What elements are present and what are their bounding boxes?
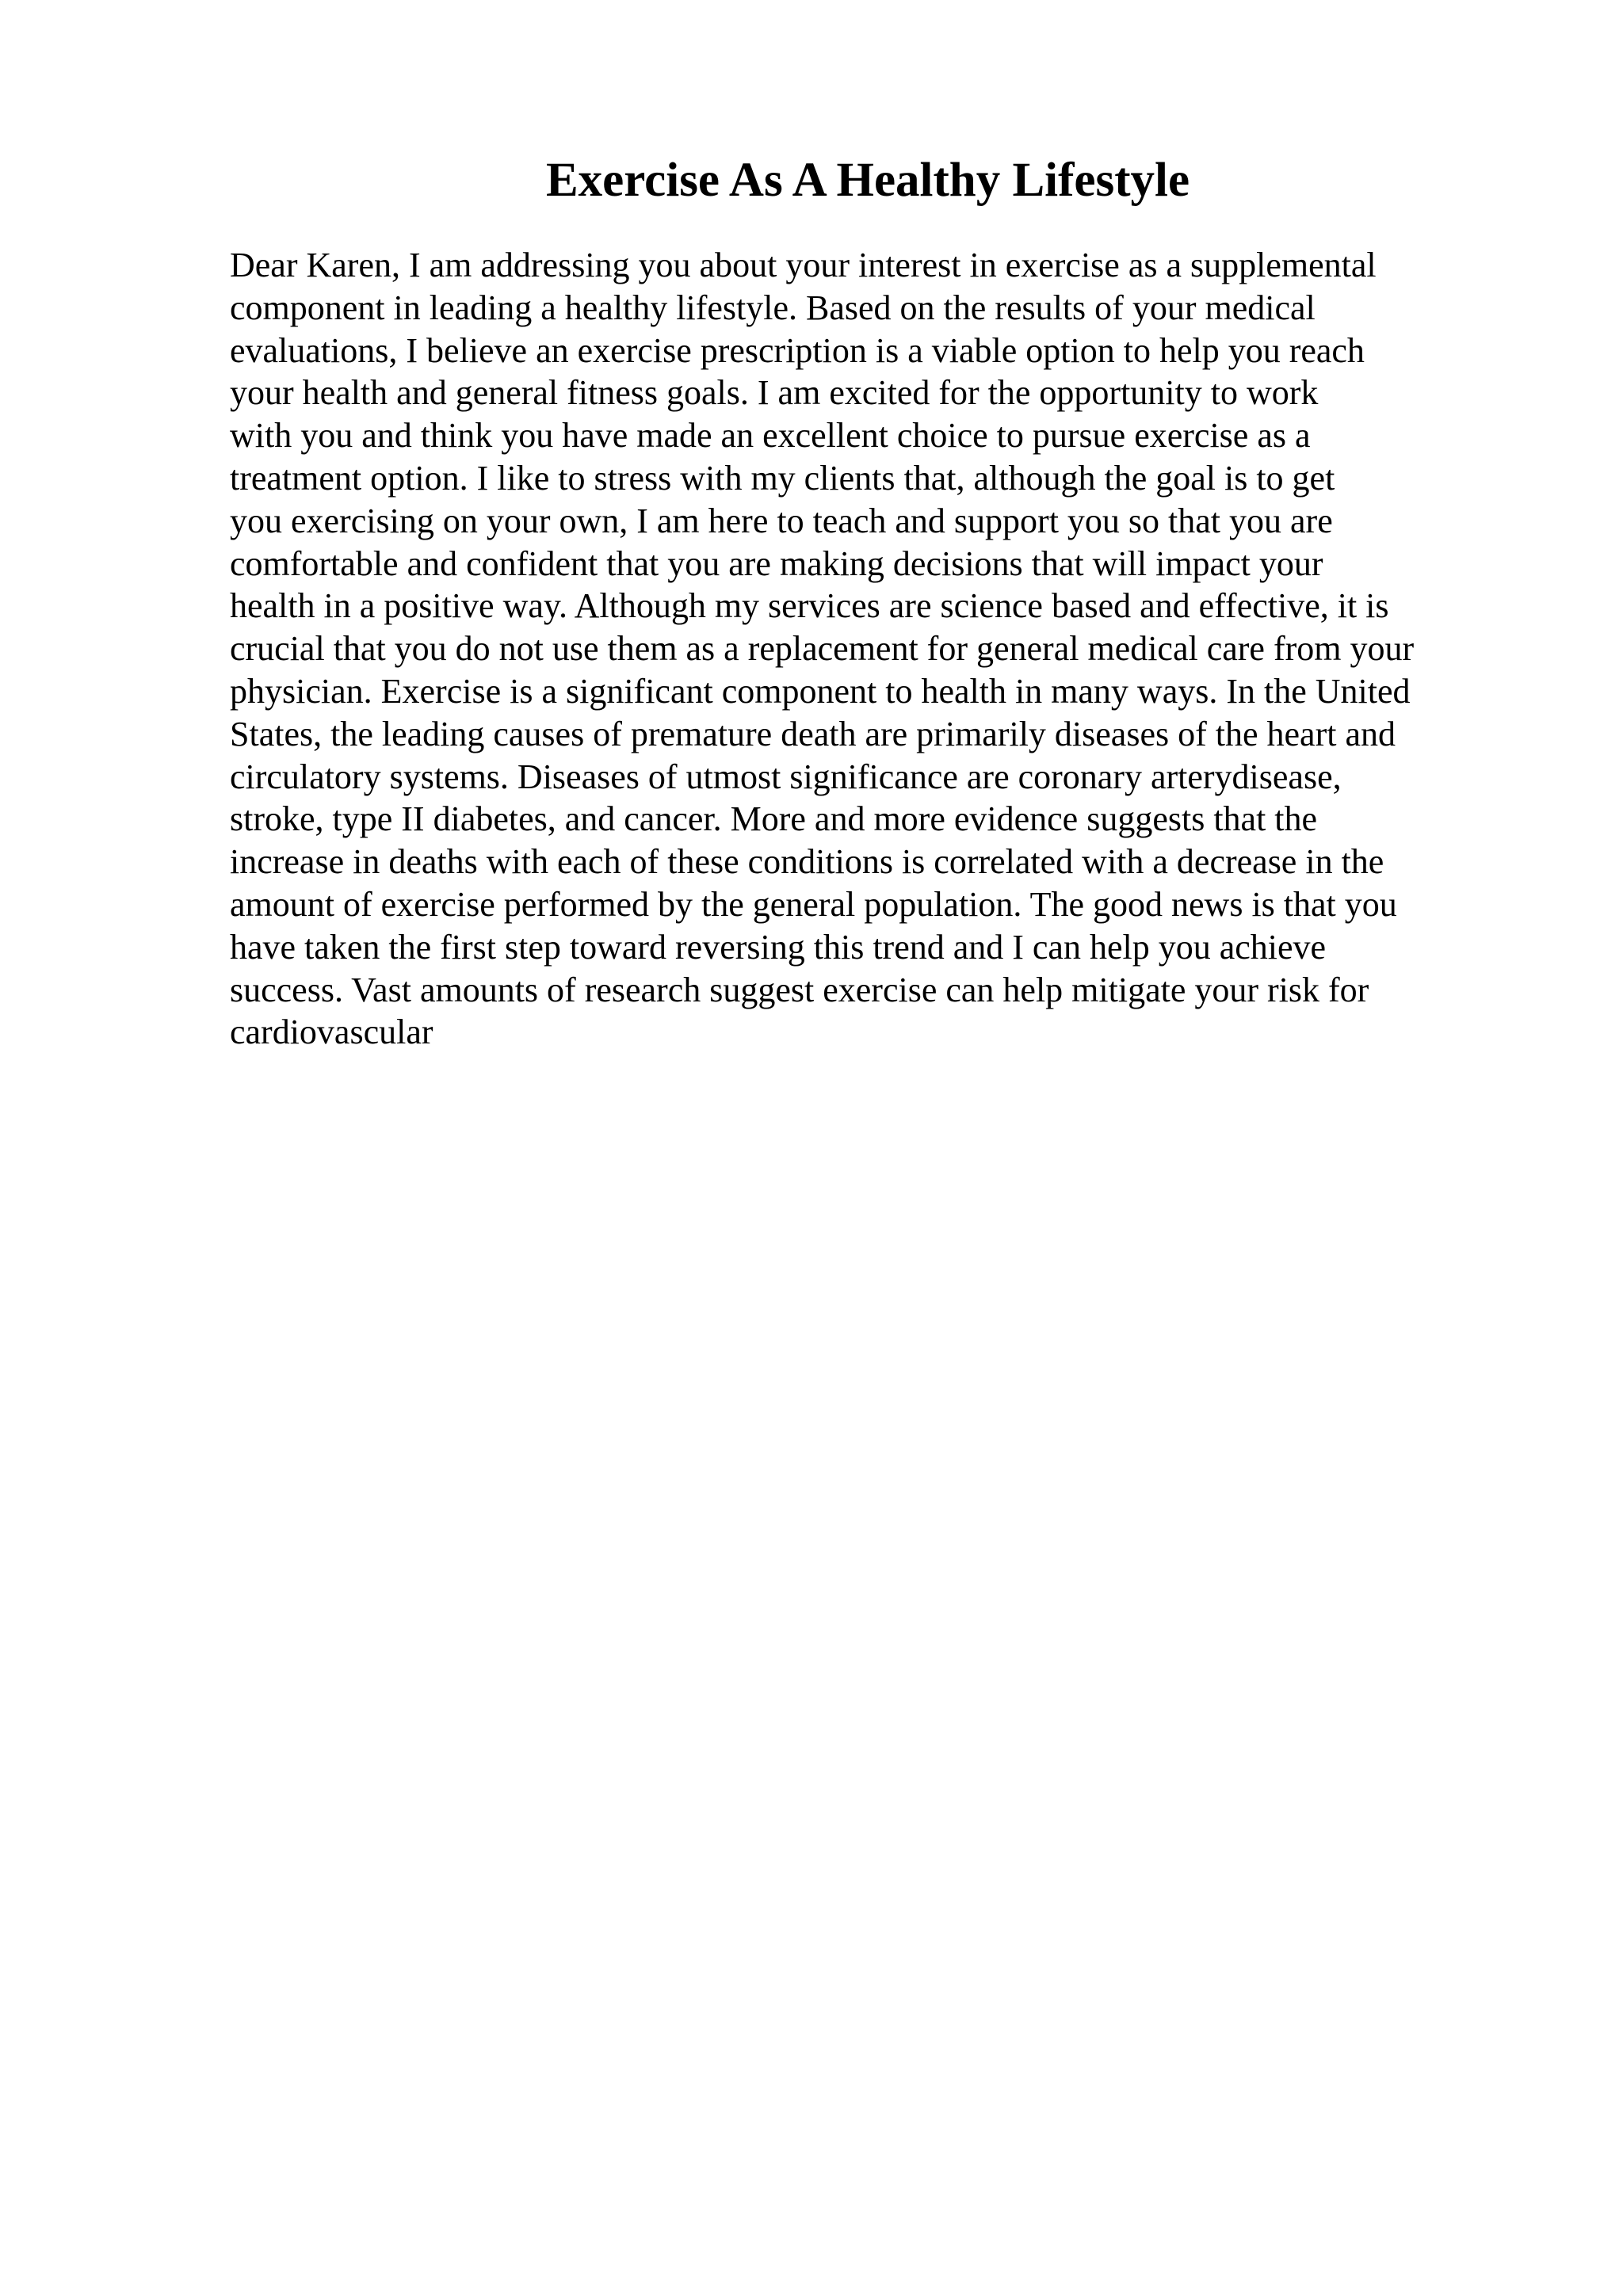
body-line: Dear Karen, I am addressing you about your interest in exercise as a supplemental (230, 246, 1377, 284)
body-line: cardiovascular (230, 1013, 433, 1052)
body-line: States, the leading causes of premature death are primarily diseases of the heart and (230, 714, 1396, 753)
body-line: with you and think you have made an excellent choice to pursue exercise as a (230, 416, 1311, 456)
document-title: Exercise As A Healthy Lifestyle (545, 154, 1190, 207)
body-line: have taken the first step toward reversing this trend and I can help you achieve (230, 927, 1327, 967)
body-line: component in leading a healthy lifestyle. Based on the results of your medical (230, 288, 1316, 327)
body-line: comfortable and confident that you are making decisions that will impact your (230, 543, 1323, 583)
body-line: treatment option. I like to stress with my clients that, although the goal is to get (230, 458, 1335, 498)
body-line: success. Vast amounts of research suggest exercise can help mitigate your risk for (230, 970, 1369, 1009)
body-line: crucial that you do not use them as a replacement for general medical care from your (230, 629, 1415, 669)
body-line: stroke, type II diabetes, and cancer. More and more evidence suggests that the (230, 799, 1318, 839)
body-line: amount of exercise performed by the general population. The good news is that you (230, 884, 1397, 924)
body-line: you exercising on your own, I am here to teach and support you so that you are (230, 501, 1333, 540)
body-line: your health and general fitness goals. I am excited for the opportunity to work (230, 373, 1319, 413)
body-line: physician. Exercise is a significant component to health in many ways. In the United (230, 671, 1411, 711)
document-body (230, 244, 1514, 1054)
body-line: increase in deaths with each of these conditions is correlated with a decrease in the (230, 842, 1384, 882)
body-line: evaluations, I believe an exercise prescription is a viable option to help you reach (230, 330, 1365, 370)
body-line: circulatory systems. Diseases of utmost significance are coronary arterydisease, (230, 757, 1342, 796)
body-line: health in a positive way. Although my services are science based and effective, it is (230, 586, 1389, 626)
